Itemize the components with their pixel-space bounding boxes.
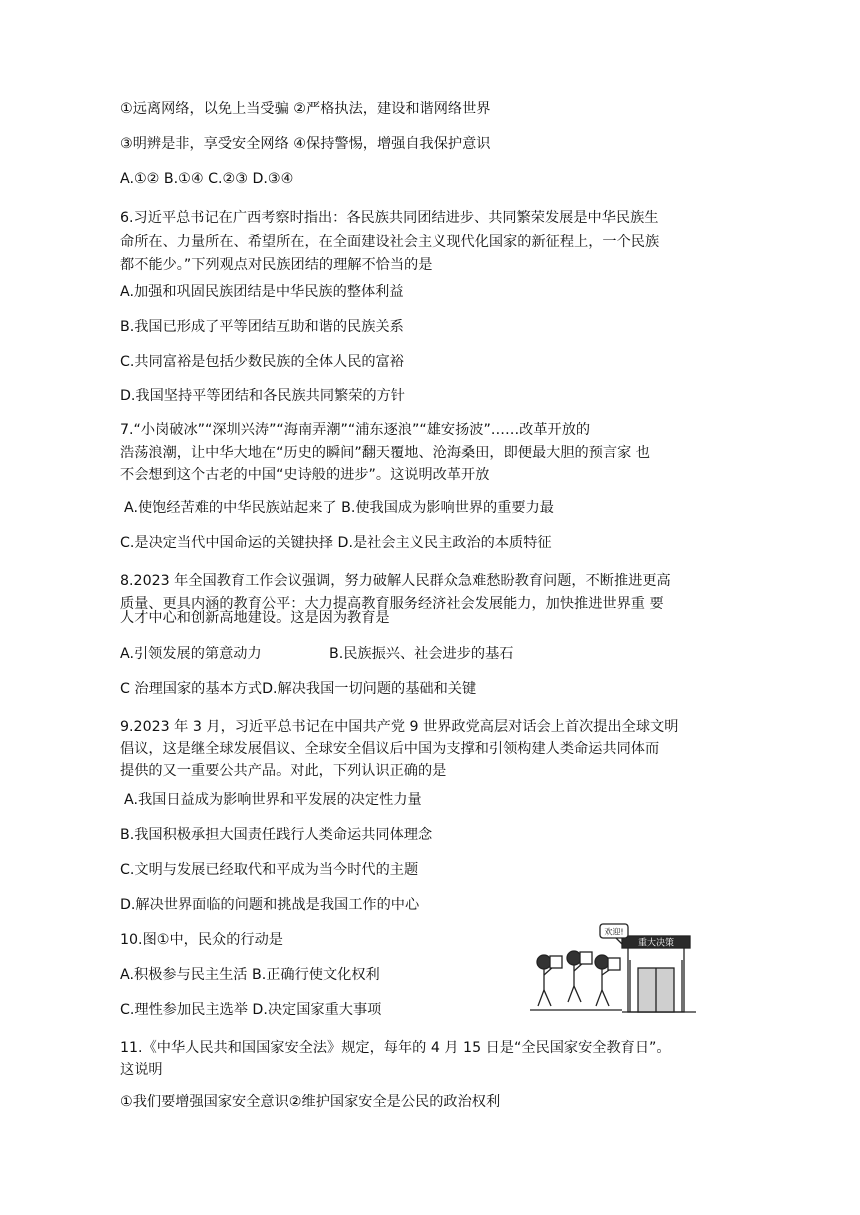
q8-options-cd: C 治理国家的基本方式D.解决我国一切问题的基础和关键 xyxy=(120,681,477,697)
q6-option-d: D.我国坚持平等团结和各民族共同繁荣的方针 xyxy=(120,388,405,404)
cartoon-illustration xyxy=(530,922,710,1017)
q8-stem-line-1: 8.2023 年全国教育工作会议强调，努力破解人民群众急难愁盼教育问题，不断推进更高 xyxy=(120,573,671,589)
q9-stem-line-1: 9.2023 年 3 月，习近平总书记在中国共产党 9 世界政党高层对话会上首次提出全球文明 xyxy=(120,719,679,735)
q11-option-line-1: ①我们要增强国家安全意识②维护国家安全是公民的政治权利 xyxy=(120,1094,501,1110)
q10-options-cd: C.理性参加民主选举 D.决定国家重大事项 xyxy=(120,1002,382,1018)
q6-option-c: C.共同富裕是包括少数民族的全体人民的富裕 xyxy=(120,354,404,370)
q7-options-ab: A.使饱经苦难的中华民族站起来了 B.使我国成为影响世界的重要力最 xyxy=(124,500,554,516)
q8-option-a: A.引领发展的第意动力 xyxy=(120,646,262,662)
q8-option-b: B.民族振兴、社会进步的基石 xyxy=(329,646,514,662)
q7-stem-line-2: 浩荡浪潮，让中华大地在“历史的瞬间”翻天覆地、沧海桑田，即便最大胆的预言家 也 xyxy=(120,445,650,461)
q9-option-c: C.文明与发展已经取代和平成为当今时代的主题 xyxy=(120,862,419,878)
q11-stem-line-2: 这说明 xyxy=(120,1062,163,1078)
illustration-bubble-text: 欢迎! xyxy=(604,927,624,937)
q5-choices: A.①② B.①④ C.②③ D.③④ xyxy=(120,171,294,187)
q10-options-ab: A.积极参与民主生活 B.正确行使文化权利 xyxy=(120,967,380,983)
q6-option-b: B.我国已形成了平等团结互助和谐的民族关系 xyxy=(120,319,404,335)
q6-stem-line-3: 都不能少。”下列观点对民族团结的理解不恰当的是 xyxy=(120,257,433,273)
q9-option-a: A.我国日益成为影响世界和平发展的决定性力量 xyxy=(124,792,422,808)
q8-stem-line-2: 质量、更具内涵的教育公平：大力提高教育服务经济社会发展能力，加快推进世界重 要 xyxy=(120,596,664,612)
q6-stem-line-1: 6.习近平总书记在广西考察时指出：各民族共同团结进步、共同繁荣发展是中华民族生 xyxy=(120,210,659,226)
q9-stem-line-3: 提供的又一重要公共产品。对此，下列认识正确的是 xyxy=(120,763,447,779)
q7-stem-line-1: 7.“小岗破冰”“深圳兴涛”“海南弄潮”“浦东逐浪”“雄安扬波”……改革开放的 xyxy=(120,422,591,438)
q6-stem-line-2: 命所在、力量所在、希望所在，在全面建设社会主义现代化国家的新征程上，一个民族 xyxy=(120,234,660,250)
q5-option-line-1: ①远离网络，以免上当受骗 ②严格执法，建设和谐网络世界 xyxy=(120,101,491,117)
q5-option-line-2: ③明辨是非，享受安全网络 ④保持警惕，增强自我保护意识 xyxy=(120,136,491,152)
q8-stem-line-3: 人才中心和创新高地建设。这是因为教育是 xyxy=(120,610,390,626)
q9-stem-line-2: 倡议，这是继全球发展倡议、全球安全倡议后中国为支撑和引领构建人类命运共同体而 xyxy=(120,741,660,757)
illustration-sign-text: 重大决策 xyxy=(637,938,675,949)
q6-option-a: A.加强和巩固民族团结是中华民族的整体利益 xyxy=(120,284,404,300)
q9-option-d: D.解决世界面临的问题和挑战是我国工作的中心 xyxy=(120,897,420,913)
q7-options-cd: C.是决定当代中国命运的关键抉择 D.是社会主义民主政治的本质特征 xyxy=(120,535,552,551)
q11-stem-line-1: 11.《中华人民共和国国家安全法》规定，每年的 4 月 15 日是“全民国家安全教育日”。 xyxy=(120,1040,671,1056)
q7-stem-line-3: 不会想到这个古老的中国“史诗般的进步”。这说明改革开放 xyxy=(120,467,490,483)
q10-stem: 10.图①中，民众的行动是 xyxy=(120,932,283,948)
q9-option-b: B.我国积极承担大国责任践行人类命运共同体理念 xyxy=(120,827,433,843)
